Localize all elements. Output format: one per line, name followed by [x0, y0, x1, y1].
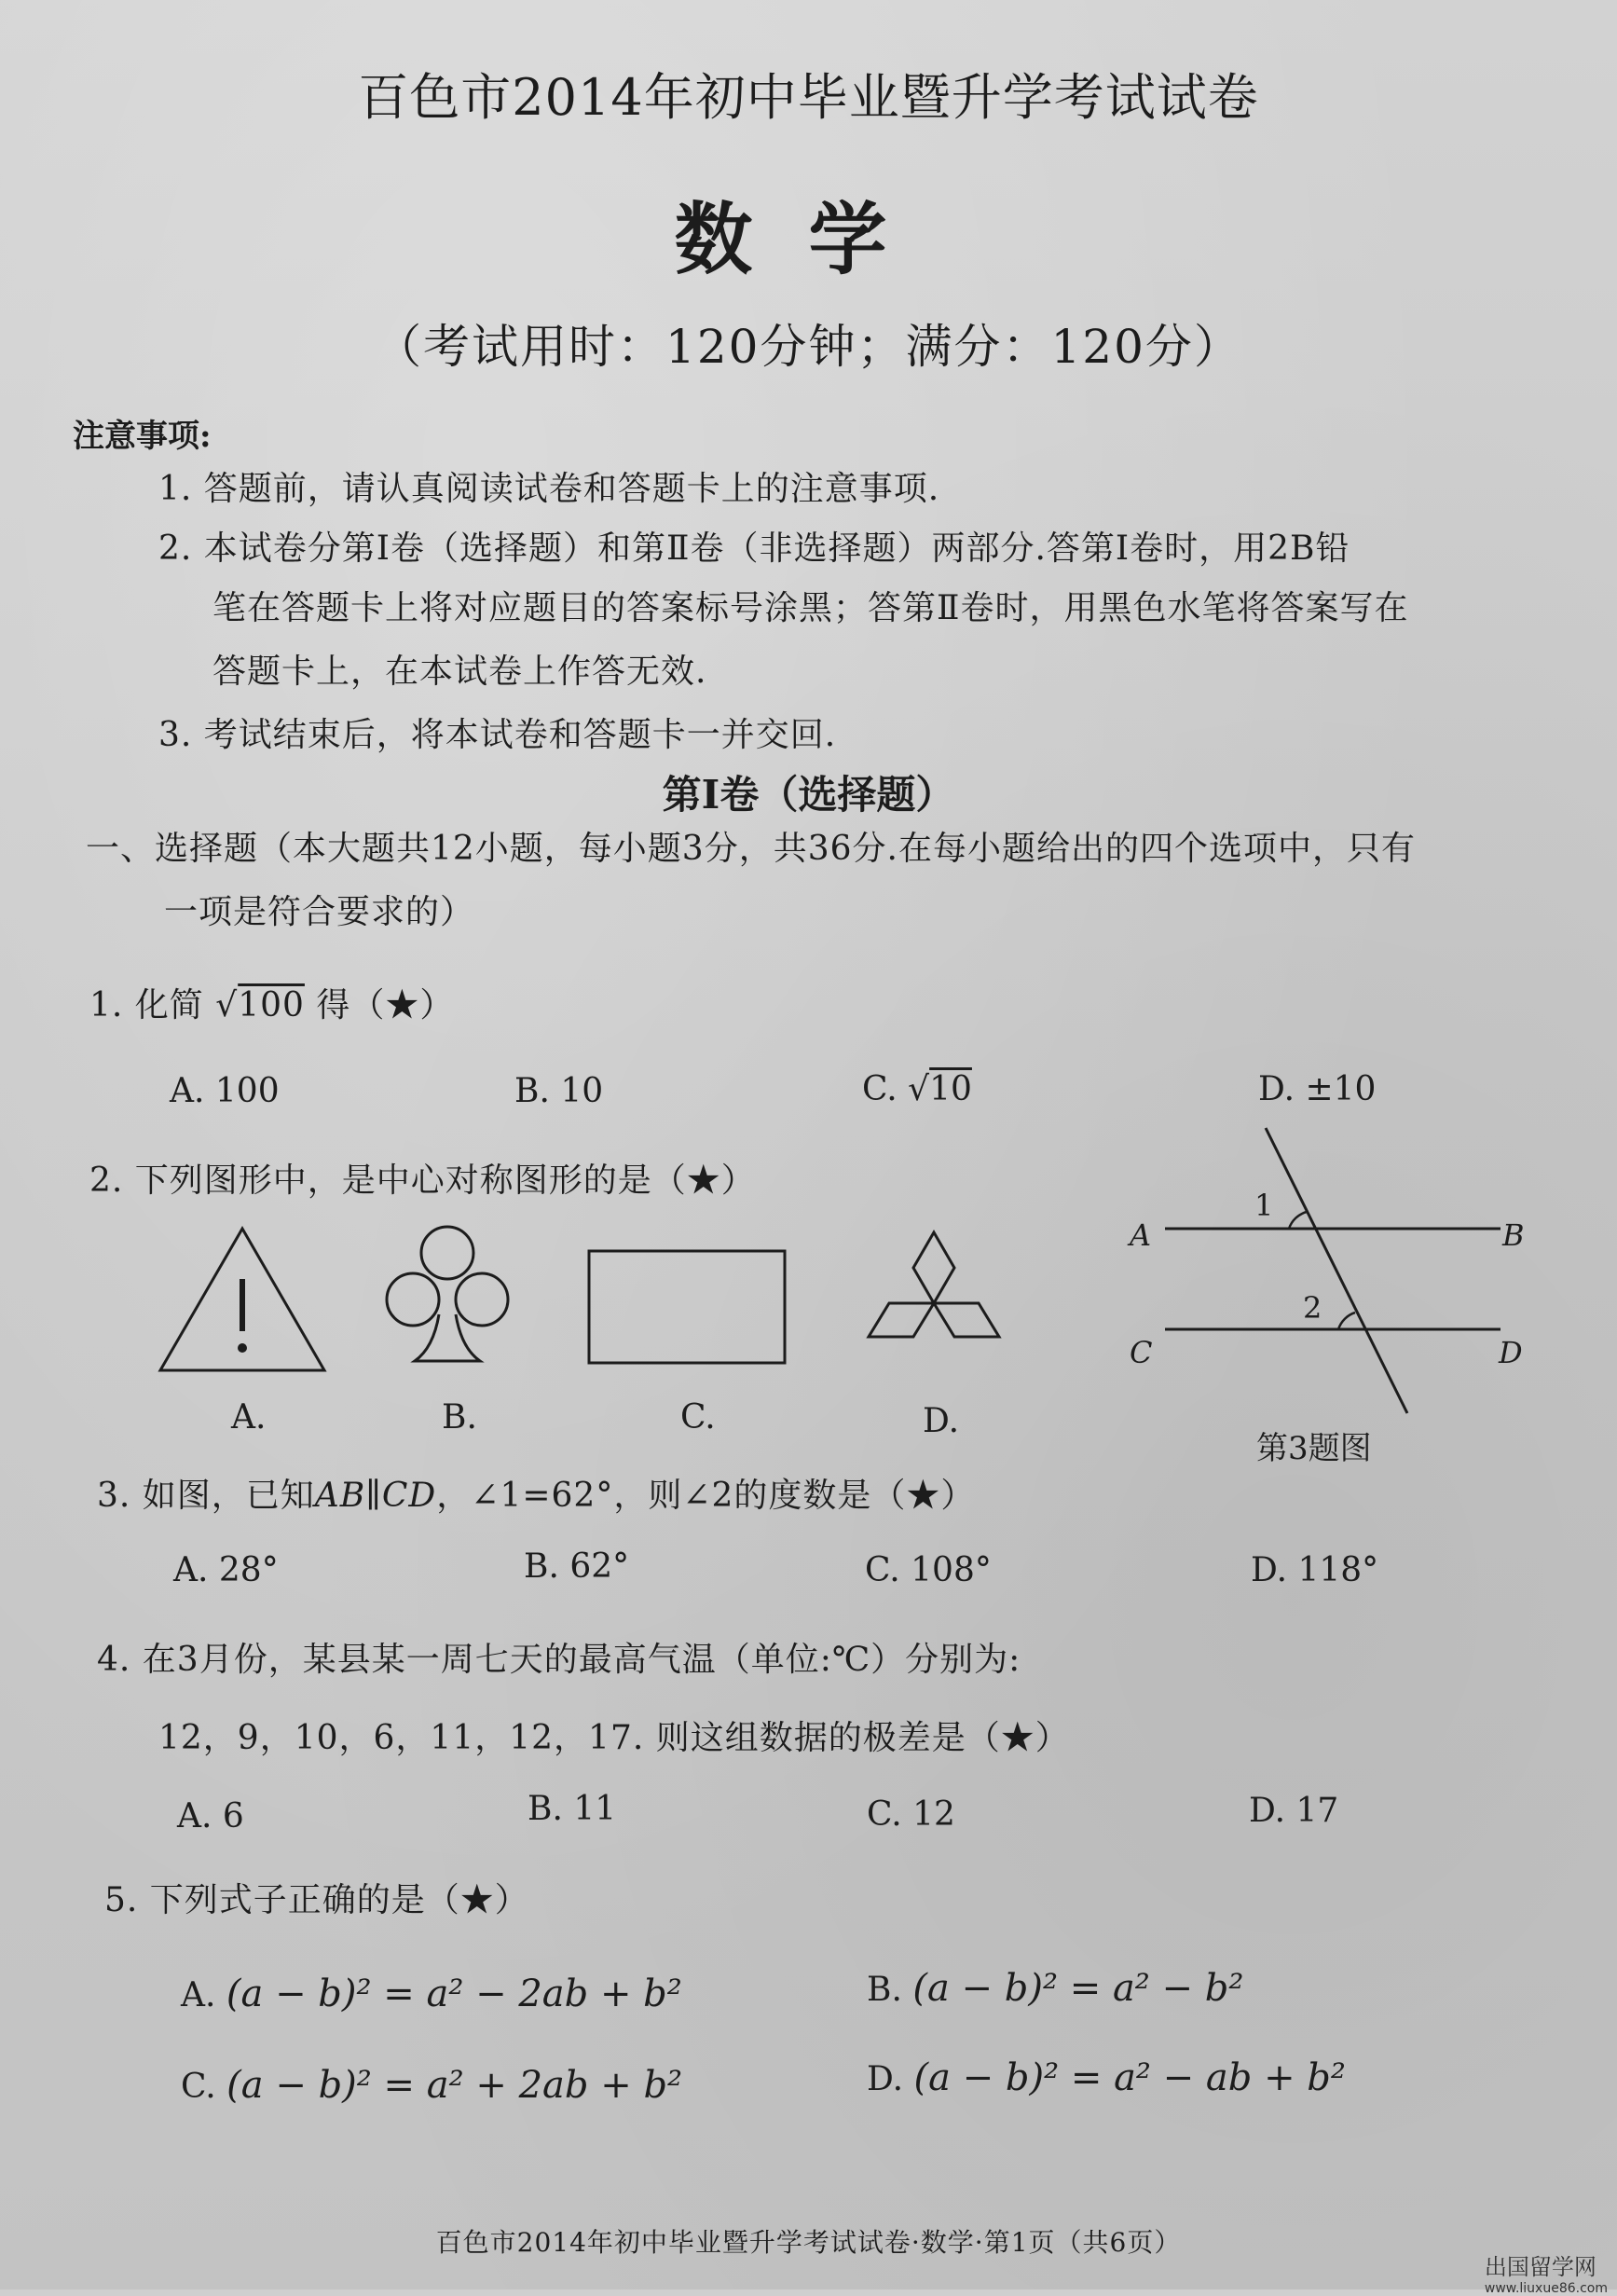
question-4: 4. 在3月份，某县某一周七天的最高气温（单位:℃）分别为:	[97, 1641, 1021, 1679]
subject-title: 数学	[674, 193, 943, 285]
note-3: 3. 考试结束后，将本试卷和答题卡一并交回.	[158, 716, 837, 754]
page-footer: 百色市2014年初中毕业暨升学考试试卷·数学·第1页（共6页）	[435, 2227, 1182, 2258]
note-2-cont: 笔在答题卡上将对应题目的答案标号涂黑；答第Ⅱ卷时，用黑色水笔将答案写在	[212, 589, 1409, 627]
rectangle-figure	[585, 1247, 790, 1368]
q1-radicand: 100	[238, 986, 305, 1024]
sqrt-symbol: √100	[215, 986, 305, 1024]
q4-data-line: 12，9，10，6，11，12，17. 则这组数据的极差是（★）	[158, 1719, 1070, 1757]
note-1: 1. 答题前，请认真阅读试卷和答题卡上的注意事项.	[158, 470, 940, 508]
club-figure	[377, 1217, 517, 1367]
warning-triangle-figure	[149, 1221, 336, 1380]
figure-3-caption: 第3题图	[1256, 1430, 1372, 1467]
watermark-url: www.liuxue86.com	[1484, 2281, 1608, 2296]
q4-option-a: A. 6	[177, 1797, 244, 1835]
site-watermark	[1485, 2248, 1608, 2296]
question-3: 3. 如图，已知AB∥CD，∠1=62°，则∠2的度数是（★）	[97, 1477, 976, 1515]
question-2: 2. 下列图形中，是中心对称图形的是（★）	[89, 1162, 756, 1200]
q1-option-d: D. ±10	[1258, 1070, 1377, 1108]
part-heading-cont: 一项是符合要求的）	[164, 893, 475, 931]
question-5: 5. 下列式子正确的是（★）	[104, 1881, 529, 1919]
q4-option-c: C. 12	[867, 1795, 955, 1834]
q5-option-d: D. (a − b)² = a² − ab + b²	[867, 2056, 1346, 2099]
q2-label-a: A.	[231, 1398, 267, 1437]
q5-option-a: A. (a − b)² = a² − 2ab + b²	[181, 1973, 682, 2015]
q2-label-c: C.	[680, 1398, 716, 1437]
q3-option-b: B. 62°	[524, 1547, 630, 1586]
q3-option-d: D. 118°	[1251, 1551, 1379, 1589]
note-2: 2. 本试卷分第Ⅰ卷（选择题）和第Ⅱ卷（非选择题）两部分.答第Ⅰ卷时，用2B铅	[158, 529, 1350, 568]
section-title: 第Ⅰ卷（选择题）	[662, 772, 955, 818]
q3-option-a: A. 28°	[173, 1551, 279, 1589]
angle-1-label: 1	[1254, 1188, 1274, 1223]
q4-option-b: B. 11	[528, 1790, 617, 1828]
part-heading: 一、选择题（本大题共12小题，每小题3分，共36分.在每小题给出的四个选项中，只有	[86, 830, 1416, 868]
q2-label-d: D.	[923, 1402, 960, 1440]
mitsubishi-figure	[850, 1229, 1018, 1378]
exam-title: 百色市2014年初中毕业暨升学考试试卷	[358, 68, 1259, 127]
angle-2-label: 2	[1303, 1290, 1322, 1326]
q3-stem-math: AB∥CD	[314, 1477, 437, 1515]
q1-stem-post: 得（★）	[316, 986, 455, 1024]
point-a-label: A	[1130, 1217, 1152, 1253]
q2-label-b: B.	[442, 1398, 477, 1437]
point-d-label: D	[1499, 1335, 1523, 1370]
question-1	[89, 979, 454, 1026]
parallel-lines-figure	[1118, 1119, 1547, 1436]
q1-stem-pre: 1. 化简	[89, 986, 204, 1024]
exam-timing: （考试用时：120分钟；满分：120分）	[375, 320, 1242, 374]
watermark-text: 出国留学网	[1484, 2254, 1596, 2280]
notes-heading: 注意事项:	[73, 418, 212, 455]
note-2-cont2: 答题卡上，在本试卷上作答无效.	[212, 653, 707, 691]
q4-option-d: D. 17	[1249, 1792, 1339, 1830]
q5-option-c: C. (a − b)² = a² + 2ab + b²	[181, 2064, 683, 2107]
sqrt-symbol: √10	[908, 1070, 972, 1108]
point-b-label: B	[1502, 1217, 1525, 1253]
q1-option-a: A. 100	[170, 1072, 280, 1110]
q1-option-b: B. 10	[514, 1072, 604, 1110]
point-c-label: C	[1130, 1335, 1153, 1370]
q3-option-c: C. 108°	[865, 1551, 992, 1589]
q5-option-b: B. (a − b)² = a² − b²	[867, 1967, 1244, 2010]
q1-option-c: C. √10	[862, 1070, 972, 1108]
